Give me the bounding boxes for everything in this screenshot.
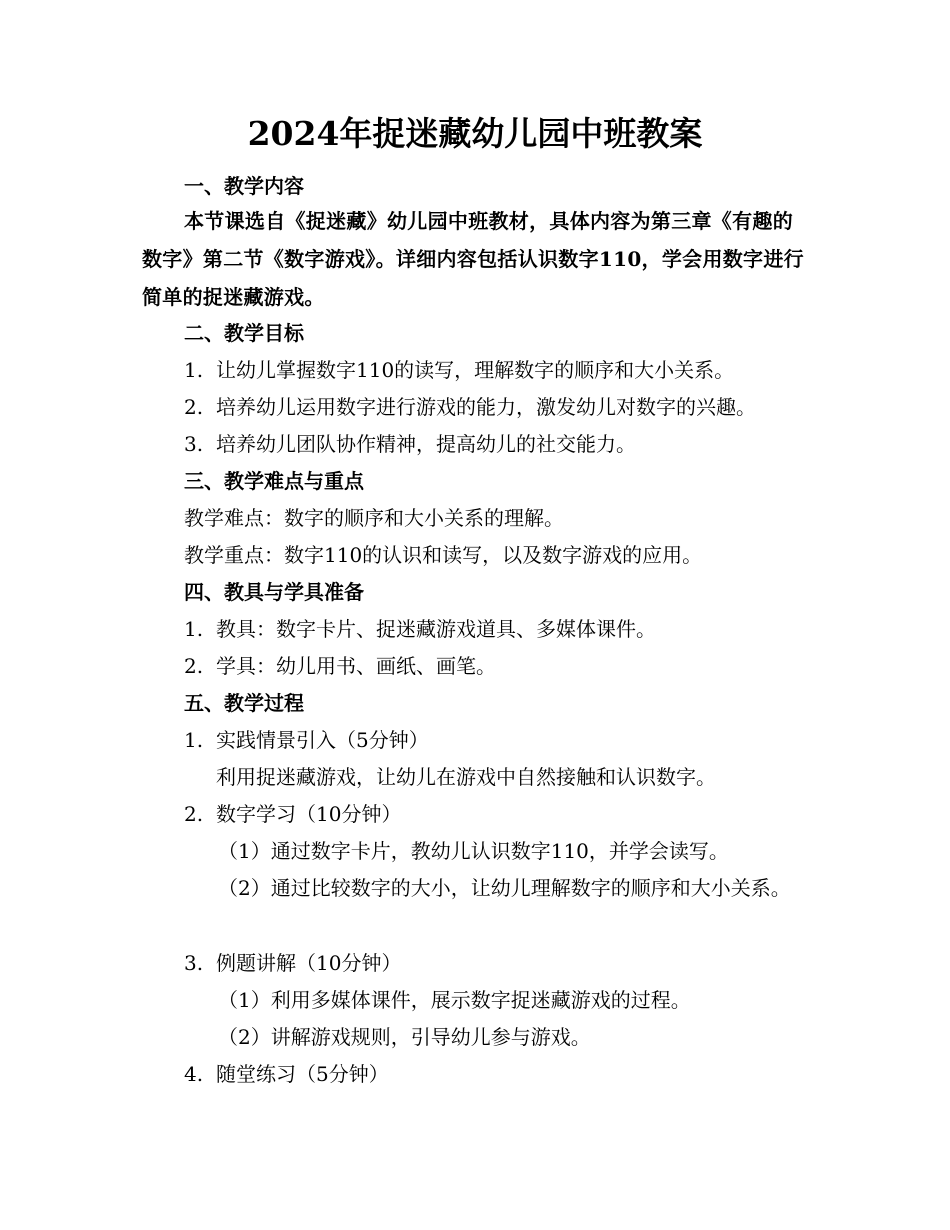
section-heading-difficulty: 三、教学难点与重点: [184, 469, 364, 493]
material-item: [184, 614, 656, 644]
list-number: 1.: [184, 358, 204, 382]
list-text: 随堂练习（5分钟）: [216, 1062, 389, 1086]
list-number: 1.: [184, 617, 204, 641]
list-text: 数字学习（10分钟）: [216, 802, 402, 826]
material-item: [184, 651, 496, 681]
difficulty-text: 教学难点：数字的顺序和大小关系的理解。: [184, 506, 564, 530]
list-number: 3.: [184, 951, 204, 975]
list-number: 1.: [184, 728, 204, 752]
process-detail: 利用捉迷藏游戏，让幼儿在游戏中自然接触和认识数字。: [216, 765, 716, 789]
process-subitem: （2）通过比较数字的大小，让幼儿理解数字的顺序和大小关系。: [218, 876, 791, 900]
process-step: [184, 948, 401, 978]
process-subitem: （1）通过数字卡片，教幼儿认识数字110，并学会读写。: [218, 839, 729, 863]
section-heading-objectives: 二、教学目标: [184, 321, 304, 345]
process-step: [184, 799, 401, 829]
objective-item: [184, 392, 756, 422]
objective-item: [184, 355, 734, 385]
list-number: 4.: [184, 1062, 204, 1086]
content-paragraph: 本节课选自《捉迷藏》幼儿园中班教材，具体内容为第三章《有趣的数字》第二节《数字游戏》。详细内容包括认识数字110，学会用数字进行简单的捉迷藏游戏。: [142, 209, 804, 309]
list-text: 教具：数字卡片、捉迷藏游戏道具、多媒体课件。: [216, 617, 656, 641]
process-subitem: （1）利用多媒体课件，展示数字捉迷藏游戏的过程。: [218, 988, 691, 1012]
list-number: 2.: [184, 654, 204, 678]
process-step: [184, 1059, 389, 1089]
list-text: 培养幼儿运用数字进行游戏的能力，激发幼儿对数字的兴趣。: [216, 395, 756, 419]
list-number: 2.: [184, 802, 204, 826]
process-step: [184, 725, 429, 755]
list-text: 学具：幼儿用书、画纸、画笔。: [216, 654, 496, 678]
list-text: 实践情景引入（5分钟）: [216, 728, 429, 752]
list-number: 2.: [184, 395, 204, 419]
section-heading-content: 一、教学内容: [184, 174, 304, 198]
list-text: 培养幼儿团队协作精神，提高幼儿的社交能力。: [216, 432, 636, 456]
list-number: 3.: [184, 432, 204, 456]
process-subitem: （2）讲解游戏规则，引导幼儿参与游戏。: [218, 1025, 591, 1049]
focus-text: 教学重点：数字110的认识和读写，以及数字游戏的应用。: [184, 543, 703, 567]
section-heading-process: 五、教学过程: [184, 691, 304, 715]
document-title: 2024年捉迷藏幼儿园中班教案: [247, 114, 703, 153]
list-text: 例题讲解（10分钟）: [216, 951, 402, 975]
section-heading-materials: 四、教具与学具准备: [184, 580, 364, 604]
list-text: 让幼儿掌握数字110的读写，理解数字的顺序和大小关系。: [216, 358, 735, 382]
objective-item: [184, 429, 636, 459]
